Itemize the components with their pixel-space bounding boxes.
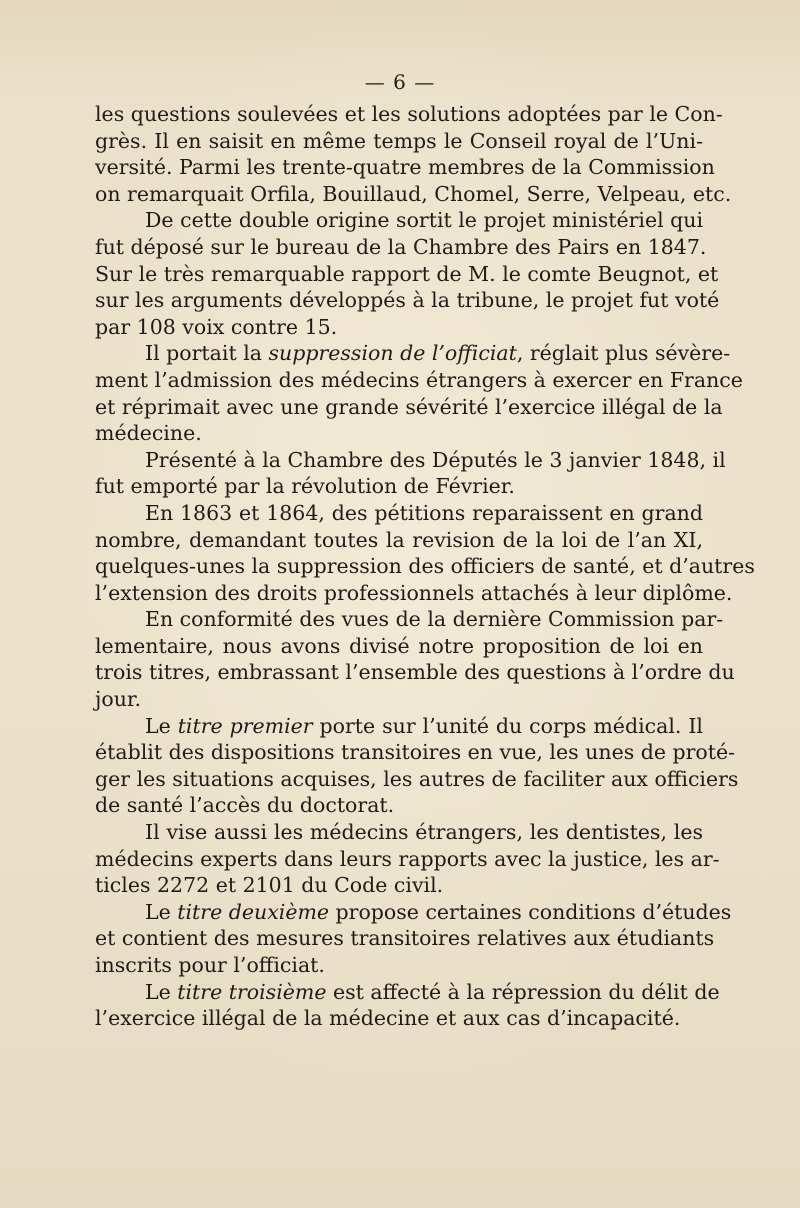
paragraph (95, 500, 755, 606)
text-line: sur les arguments développés à la tribune, le projet fut voté (95, 288, 720, 313)
text-segment: est affecté à la répression du délit de (326, 979, 720, 1004)
text-line: ger les situations acquises, les autres de faciliter aux officiers (95, 766, 739, 791)
paragraph (95, 819, 720, 899)
italic-phrase: suppression de l’officiat (268, 341, 517, 366)
text-line (95, 713, 703, 740)
paragraph (95, 207, 720, 340)
text-line: En conformité des vues de la dernière Commission par- (145, 607, 724, 632)
text-line: et réprimait avec une grande sévérité l’exercice illégal de la (95, 394, 723, 419)
text-line: lementaire, nous avons divisé notre proposition de loi en (95, 633, 703, 658)
page-number: — 6 — (364, 70, 436, 94)
text-line (95, 979, 720, 1006)
paragraph (95, 979, 720, 1032)
text-line (95, 340, 731, 367)
text-line: Il vise aussi les médecins étrangers, les dentistes, les (145, 820, 703, 845)
paragraph (95, 340, 743, 446)
text-segment: Le (145, 713, 178, 738)
text-line: inscrits pour l’officiat. (95, 953, 325, 977)
paragraph (95, 101, 732, 207)
italic-phrase: titre troisième (177, 979, 327, 1004)
text-line: médecine. (95, 421, 202, 446)
paragraph (95, 899, 732, 979)
italic-phrase: titre deuxième (177, 899, 330, 924)
text-line: ment l’admission des médecins étrangers à exercer en France (95, 367, 743, 392)
text-line: médecins experts dans leurs rapports avec la justice, les ar- (95, 846, 720, 871)
text-line: par 108 voix contre 15. (95, 314, 338, 339)
text-line: fut déposé sur le bureau de la Chambre des Pairs en 1847. (95, 234, 707, 259)
text-segment: , réglait plus sévère- (516, 341, 731, 366)
text-segment: Le (145, 979, 178, 1004)
text-segment: propose certaines conditions d’études (329, 899, 732, 924)
text-line: En 1863 et 1864, des pétitions reparaissent en grand (145, 500, 703, 525)
text-line (95, 899, 732, 926)
text-line: nombre, demandant toutes la revision de la loi de l’an XI, (95, 527, 703, 552)
text-line: grès. Il en saisit en même temps le Conseil royal de l’Uni- (95, 128, 703, 153)
text-line: les questions soulevées et les solutions adoptées par le Con- (95, 102, 723, 126)
text-line: Présenté à la Chambre des Députés le 3 janvier 1848, il (145, 447, 726, 472)
text-line: jour. (95, 687, 141, 712)
body-text (95, 101, 755, 1032)
paragraph (95, 713, 739, 819)
text-line: quelques-unes la suppression des officiers de santé, et d’autres (95, 554, 755, 579)
text-line: Sur le très remarquable rapport de M. le comte Beugnot, et (95, 261, 719, 286)
text-segment: porte sur l’unité du corps médical. Il (312, 713, 703, 738)
text-line: et contient des mesures transitoires relatives aux étudiants (95, 926, 715, 951)
paragraph (95, 447, 726, 500)
text-segment: Le (145, 899, 178, 924)
text-line: de santé l’accès du doctorat. (95, 793, 395, 818)
text-line: fut emporté par la révolution de Février. (95, 474, 515, 499)
text-line: trois titres, embrassant l’ensemble des questions à l’ordre du (95, 660, 735, 685)
text-line: l’extension des droits professionnels attachés à leur diplôme. (95, 580, 733, 605)
paragraph (95, 606, 735, 712)
text-line: versité. Parmi les trente-quatre membres de la Commission (95, 155, 715, 180)
text-line: ticles 2272 et 2101 du Code civil. (95, 873, 444, 898)
text-line: De cette double origine sortit le projet ministériel qui (145, 208, 704, 233)
text-line: on remarquait Orfila, Bouillaud, Chomel, Serre, Velpeau, etc. (95, 181, 732, 206)
text-segment: Il portait la (145, 341, 269, 366)
text-line: établit des dispositions transitoires en vue, les unes de proté- (95, 740, 736, 765)
italic-phrase: titre premier (177, 713, 313, 738)
text-line: l’exercice illégal de la médecine et aux cas d’incapacité. (95, 1006, 681, 1031)
